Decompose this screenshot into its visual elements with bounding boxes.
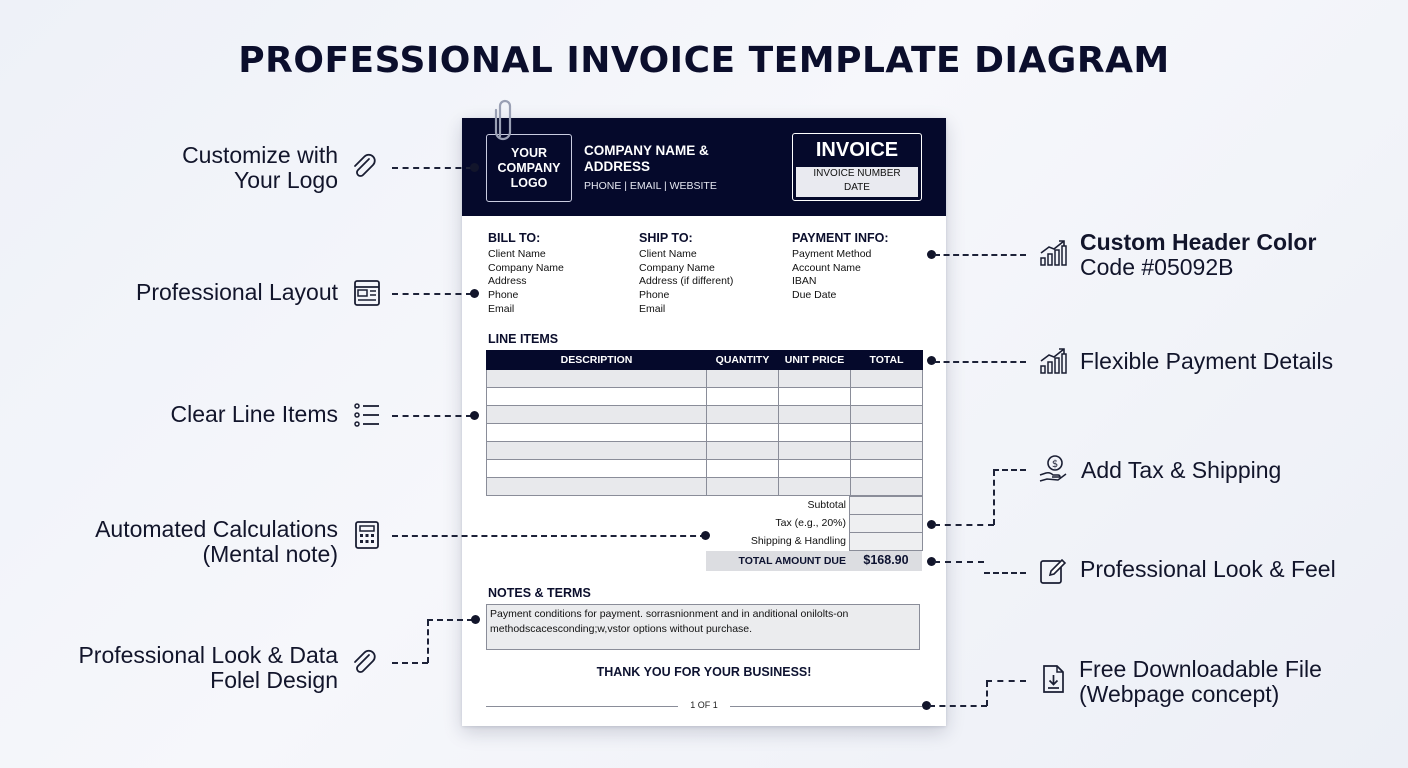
paperclip-icon bbox=[350, 648, 380, 678]
callout-text: Professional Look & Data bbox=[78, 642, 338, 668]
bill-to-line: Client Name bbox=[488, 248, 546, 260]
tax-value-cell[interactable] bbox=[849, 514, 923, 533]
shipping-label: Shipping & Handling bbox=[750, 535, 846, 547]
invoice-header bbox=[462, 118, 946, 216]
footer-rule-left bbox=[486, 706, 678, 707]
table-cell[interactable] bbox=[779, 370, 851, 388]
leader-line bbox=[392, 415, 472, 417]
callout-text: Add Tax & Shipping bbox=[1081, 457, 1282, 483]
company-contact: PHONE | EMAIL | WEBSITE bbox=[584, 180, 717, 192]
page-indicator: 1 OF 1 bbox=[690, 700, 718, 710]
layout-icon bbox=[352, 278, 382, 308]
table-header-row bbox=[487, 351, 923, 370]
table-cell[interactable] bbox=[487, 424, 707, 442]
leader-dot bbox=[470, 163, 479, 172]
table-cell[interactable] bbox=[487, 406, 707, 424]
table-cell[interactable] bbox=[487, 478, 707, 496]
bill-to-line: Company Name bbox=[488, 261, 564, 274]
callout-text: Professional Look & Feel bbox=[1080, 556, 1336, 582]
leader-dot bbox=[470, 289, 479, 298]
callout-look-data-design bbox=[40, 643, 338, 693]
leader-line bbox=[934, 524, 994, 526]
svg-text:$: $ bbox=[1051, 459, 1059, 470]
table-cell[interactable] bbox=[707, 406, 779, 424]
table-row bbox=[487, 424, 923, 442]
callout-text: Free Downloadable File bbox=[1079, 656, 1322, 682]
table-cell[interactable] bbox=[487, 388, 707, 406]
table-cell[interactable] bbox=[851, 406, 923, 424]
chart-growth-icon bbox=[1038, 238, 1068, 268]
table-cell[interactable] bbox=[779, 388, 851, 406]
callout-text: (Webpage concept) bbox=[1079, 681, 1280, 707]
table-row bbox=[487, 388, 923, 406]
ship-to-section bbox=[639, 231, 779, 317]
leader-dot bbox=[470, 411, 479, 420]
table-row bbox=[487, 370, 923, 388]
footer-rule-right bbox=[730, 706, 922, 707]
column-header: QUANTITY bbox=[707, 351, 779, 370]
table-cell[interactable] bbox=[851, 460, 923, 478]
chart-growth-icon bbox=[1038, 346, 1068, 376]
table-cell[interactable] bbox=[851, 424, 923, 442]
money-hand-icon bbox=[1038, 454, 1068, 484]
download-file-icon bbox=[1038, 664, 1068, 694]
table-cell[interactable] bbox=[779, 442, 851, 460]
bill-to-heading: BILL TO: bbox=[488, 231, 541, 245]
table-cell[interactable] bbox=[707, 442, 779, 460]
invoice-page bbox=[462, 118, 946, 726]
invoice-number: INVOICE NUMBER bbox=[813, 168, 901, 179]
leader-line bbox=[427, 619, 473, 621]
leader-dot bbox=[471, 615, 480, 624]
table-cell[interactable] bbox=[779, 424, 851, 442]
bill-to-line: Phone bbox=[488, 289, 519, 302]
table-cell[interactable] bbox=[707, 388, 779, 406]
notes-box[interactable]: Payment conditions for payment. sorrasnionment and in anditional onilolts-on methodscacesconding;w,vstor options without purchase. bbox=[486, 604, 920, 650]
paperclip-icon bbox=[350, 152, 380, 182]
line-items-table bbox=[486, 350, 923, 496]
ship-to-line: Address (if different) bbox=[639, 275, 734, 288]
table-cell[interactable] bbox=[851, 370, 923, 388]
table-row bbox=[487, 442, 923, 460]
payment-info-line: IBAN bbox=[792, 275, 817, 288]
table-cell[interactable] bbox=[707, 424, 779, 442]
bill-to-section bbox=[488, 231, 628, 317]
ship-to-line: Phone bbox=[639, 289, 670, 302]
leader-line bbox=[993, 470, 995, 525]
invoice-title: INVOICE bbox=[815, 139, 899, 161]
calculator-icon bbox=[352, 520, 382, 550]
logo-text: YOUR COMPANY LOGO bbox=[497, 145, 561, 190]
total-value: $168.90 bbox=[863, 553, 909, 567]
invoice-meta bbox=[796, 167, 918, 197]
table-cell[interactable] bbox=[851, 388, 923, 406]
paperclip-icon bbox=[492, 96, 518, 144]
leader-line bbox=[392, 293, 472, 295]
callout-professional-layout bbox=[80, 280, 338, 305]
leader-line bbox=[392, 167, 472, 169]
logo-placeholder bbox=[486, 134, 572, 202]
thank-you-text: THANK YOU FOR YOUR BUSINESS! bbox=[596, 665, 812, 679]
callout-customize-logo bbox=[100, 143, 338, 193]
column-header: DESCRIPTION bbox=[487, 351, 707, 370]
leader-dot bbox=[701, 531, 710, 540]
payment-info-lines bbox=[792, 248, 932, 303]
callout-free-download bbox=[1079, 657, 1389, 707]
table-cell[interactable] bbox=[707, 370, 779, 388]
table-cell[interactable] bbox=[851, 478, 923, 496]
callout-clear-line-items bbox=[80, 402, 338, 427]
callout-text: Flexible Payment Details bbox=[1080, 348, 1334, 374]
leader-line bbox=[392, 662, 428, 664]
ship-to-line: Email bbox=[639, 302, 666, 315]
callout-text: Custom Header Color bbox=[1080, 229, 1317, 255]
leader-line bbox=[986, 681, 988, 706]
table-cell[interactable] bbox=[487, 370, 707, 388]
company-name: COMPANY NAME & ADDRESS bbox=[584, 143, 709, 174]
invoice-title-box bbox=[792, 133, 922, 201]
table-cell[interactable] bbox=[779, 406, 851, 424]
callout-text: Your Logo bbox=[233, 167, 338, 193]
bill-to-lines bbox=[488, 248, 628, 317]
edit-icon bbox=[1038, 556, 1068, 586]
subtotal-label: Subtotal bbox=[807, 499, 846, 511]
table-cell[interactable] bbox=[487, 460, 707, 478]
callout-flexible-payment bbox=[1080, 349, 1380, 374]
diagram-title: PROFESSIONAL INVOICE TEMPLATE DIAGRAM bbox=[238, 40, 1170, 81]
leader-line bbox=[427, 620, 429, 663]
tax-label: Tax (e.g., 20%) bbox=[775, 517, 846, 529]
leader-line bbox=[984, 572, 1026, 574]
table-cell[interactable] bbox=[707, 478, 779, 496]
bill-to-line: Address bbox=[488, 275, 527, 288]
callout-text: Automated Calculations bbox=[95, 516, 338, 542]
ship-to-line: Client Name bbox=[639, 248, 697, 260]
callout-add-tax-shipping bbox=[1081, 458, 1381, 483]
leader-line bbox=[934, 254, 1026, 256]
leader-line bbox=[392, 535, 706, 537]
line-items-heading: LINE ITEMS bbox=[488, 332, 559, 346]
column-header: UNIT PRICE bbox=[779, 351, 851, 370]
list-icon bbox=[352, 400, 382, 430]
payment-info-line: Due Date bbox=[792, 289, 837, 302]
leader-line bbox=[934, 561, 984, 563]
ship-to-lines bbox=[639, 248, 779, 317]
table-row bbox=[487, 406, 923, 424]
table-cell[interactable] bbox=[487, 442, 707, 460]
callout-text: (Mental note) bbox=[202, 541, 338, 567]
bill-to-line: Email bbox=[488, 302, 515, 315]
payment-info-section bbox=[792, 231, 932, 303]
subtotal-value-cell[interactable] bbox=[849, 496, 923, 515]
column-header: TOTAL bbox=[851, 351, 923, 370]
callout-custom-header-color bbox=[1080, 230, 1380, 280]
ship-to-heading: SHIP TO: bbox=[639, 231, 693, 245]
invoice-date: DATE bbox=[844, 182, 870, 193]
callout-text: Code #05092B bbox=[1080, 254, 1234, 280]
payment-info-line: Payment Method bbox=[792, 248, 872, 260]
callout-automated-calculations bbox=[40, 517, 338, 567]
shipping-value-cell[interactable] bbox=[849, 532, 923, 551]
leader-line bbox=[934, 361, 1026, 363]
callout-look-feel bbox=[1080, 557, 1380, 582]
leader-line bbox=[929, 705, 987, 707]
leader-line bbox=[986, 680, 1026, 682]
callout-text: Folel Design bbox=[210, 667, 338, 693]
payment-info-line: Account Name bbox=[792, 261, 861, 274]
callout-text: Customize with bbox=[182, 142, 338, 168]
table-row bbox=[487, 478, 923, 496]
notes-heading: NOTES & TERMS bbox=[488, 586, 591, 600]
table-row bbox=[487, 460, 923, 478]
table-cell[interactable] bbox=[779, 460, 851, 478]
callout-text: Professional Layout bbox=[135, 279, 338, 305]
callout-text: Clear Line Items bbox=[170, 401, 338, 427]
table-cell[interactable] bbox=[779, 478, 851, 496]
table-cell[interactable] bbox=[707, 460, 779, 478]
ship-to-line: Company Name bbox=[639, 261, 715, 274]
table-cell[interactable] bbox=[851, 442, 923, 460]
payment-info-heading: PAYMENT INFO: bbox=[792, 231, 889, 245]
leader-line bbox=[993, 469, 1026, 471]
total-label: TOTAL AMOUNT DUE bbox=[738, 555, 846, 567]
